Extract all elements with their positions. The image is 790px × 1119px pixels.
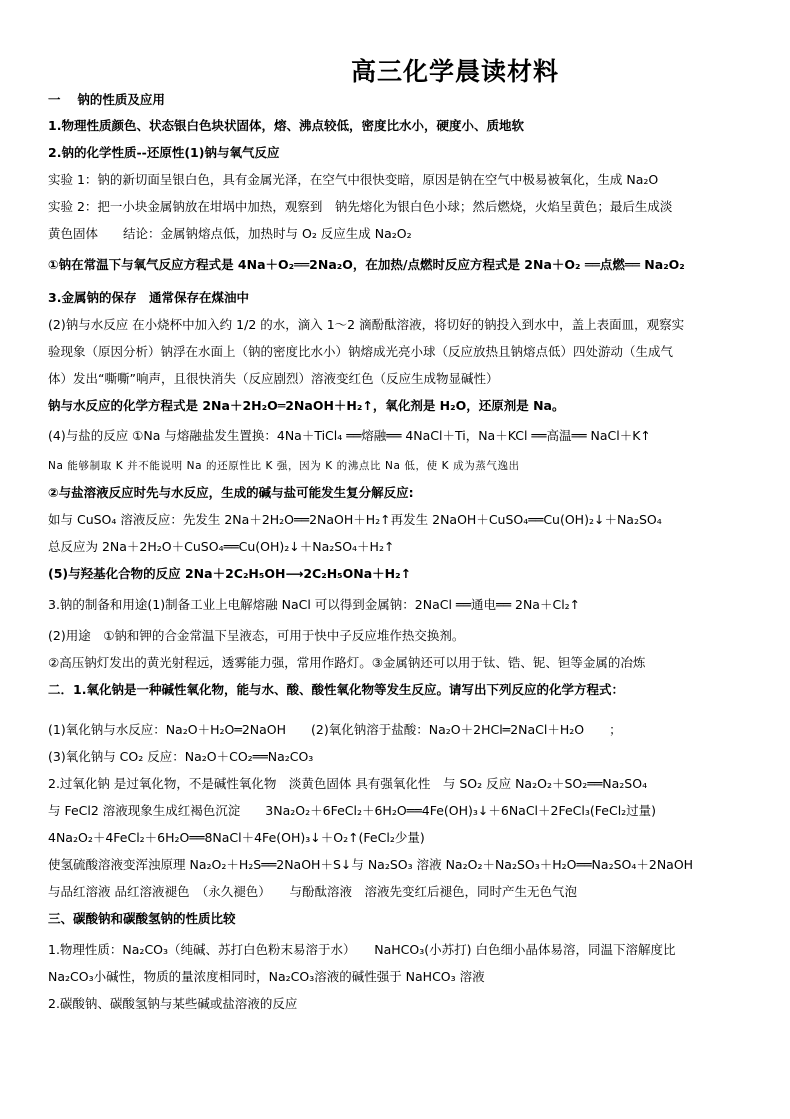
text-line: 3.金属钠的保存 通常保存在煤油中 bbox=[48, 290, 249, 305]
text-line: 2.碳酸钠、碳酸氢钠与某些碱或盐溶液的反应 bbox=[48, 996, 298, 1011]
text-line: 2.过氧化钠 是过氧化物，不是碱性氧化物 淡黄色固体 具有强氧化性 与 SO₂ 反应 Na₂O₂＋SO₂══Na₂SO₄ bbox=[48, 776, 648, 791]
text-line: 体）发出“嘶嘶”响声，且很快消失（反应剧烈）溶液变红色（反应生成物显碱性） bbox=[48, 371, 499, 386]
text-line: 验现象（原因分析）钠浮在水面上（钠的密度比水小）钠熔成光亮小球（反应放热且钠熔点低）四处游动（生成气 bbox=[48, 344, 674, 359]
text-line: 实验 1：钠的新切面呈银白色，具有金属光泽，在空气中很快变暗，原因是钠在空气中极易被氧化，生成 Na₂O bbox=[48, 172, 659, 187]
text-line: 使氢硫酸溶液变浑浊原理 Na₂O₂＋H₂S══2NaOH＋S↓与 Na₂SO₃ 溶液 Na₂O₂＋Na₂SO₃＋H₂O══Na₂SO₄＋2NaOH bbox=[48, 857, 694, 872]
text-line: ①钠在常温下与氧气反应方程式是 4Na＋O₂══2Na₂O，在加热/点燃时反应方程式是 2Na＋O₂ ══点燃══ Na₂O₂ bbox=[48, 257, 685, 272]
text-line: (5)与羟基化合物的反应 2Na＋2C₂H₅OH⟶2C₂H₅ONa＋H₂↑ bbox=[48, 566, 412, 581]
text-line: 与品红溶液 品红溶液褪色 （永久褪色） 与酚酞溶液 溶液先变红后褪色，同时产生无色气泡 bbox=[48, 884, 577, 899]
text-line: 黄色固体 结论：金属钠熔点低，加热时与 O₂ 反应生成 Na₂O₂ bbox=[48, 226, 412, 241]
text-line: 实验 2：把一小块金属钠放在坩埚中加热，观察到 钠先熔化为银白色小球；然后燃烧，火焰呈黄色；最后生成淡 bbox=[48, 199, 673, 214]
text-line: 1.物理性质颜色、状态银白色块状固体，熔、沸点较低，密度比水小，硬度小、质地软 bbox=[48, 118, 524, 133]
page-title: 高三化学晨读材料 bbox=[350, 57, 559, 86]
text-line: (1)氧化钠与水反应：Na₂O＋H₂O═2NaOH (2)氧化钠溶于盐酸：Na₂O＋2HCl═2NaCl＋H₂O ； bbox=[48, 722, 622, 737]
text-line: 三、碳酸钠和碳酸氢钠的性质比较 bbox=[48, 911, 236, 926]
text-line: 1.物理性质：Na₂CO₃（纯碱、苏打白色粉末易溶于水） NaHCO₃(小苏打) 白色细小晶体易溶，同温下溶解度比 bbox=[48, 942, 676, 957]
text-line: 钠与水反应的化学方程式是 2Na＋2H₂O═2NaOH＋H₂↑，氧化剂是 H₂O，还原剂是 Na。 bbox=[48, 398, 565, 413]
text-line: (4)与盐的反应 ①Na 与熔融盐发生置换：4Na＋TiCl₄ ══熔融══ 4NaCl＋Ti，Na＋KCl ══高温══ NaCl＋K↑ bbox=[48, 428, 651, 443]
text-line: ②与盐溶液反应时先与水反应，生成的碱与盐可能发生复分解反应: bbox=[48, 485, 414, 500]
text-line: 与 FeCl2 溶液现象生成红褐色沉淀 3Na₂O₂＋6FeCl₂＋6H₂O══4Fe(OH)₃↓＋6NaCl＋2FeCl₃(FeCl₂过量) bbox=[48, 803, 657, 818]
text-line: (3)氧化钠与 CO₂ 反应：Na₂O＋CO₂══Na₂CO₃ bbox=[48, 749, 314, 764]
text-line: 2.钠的化学性质--还原性(1)钠与氧气反应 bbox=[48, 145, 280, 160]
text-line: Na 能够制取 K 并不能说明 Na 的还原性比 K 强，因为 K 的沸点比 Na 低，使 K 成为蒸气逸出 bbox=[48, 460, 520, 472]
text-line: 4Na₂O₂＋4FeCl₂＋6H₂O══8NaCl＋4Fe(OH)₃↓＋O₂↑(FeCl₂少量) bbox=[48, 830, 425, 845]
text-line: (2)钠与水反应 在小烧杯中加入约 1/2 的水，滴入 1～2 滴酚酞溶液，将切好的钠投入到水中，盖上表面皿，观察实 bbox=[48, 317, 685, 332]
text-line: 总反应为 2Na＋2H₂O＋CuSO₄══Cu(OH)₂↓＋Na₂SO₄＋H₂↑ bbox=[48, 539, 395, 554]
text-line: 如与 CuSO₄ 溶液反应：先发生 2Na＋2H₂O══2NaOH＋H₂↑再发生 2NaOH＋CuSO₄══Cu(OH)₂↓＋Na₂SO₄ bbox=[48, 512, 662, 527]
text-line: ②高压钠灯发出的黄光射程远，透雾能力强，常用作路灯。③金属钠还可以用于钛、锆、铌、钽等金属的冶炼 bbox=[48, 655, 646, 670]
text-line: Na₂CO₃小碱性，物质的量浓度相同时，Na₂CO₃溶液的碱性强于 NaHCO₃ 溶液 bbox=[48, 969, 485, 984]
text-line: 二．1.氧化钠是一种碱性氧化物，能与水、酸、酸性氧化物等发生反应。请写出下列反应的化学方程式： bbox=[48, 682, 624, 697]
text-line: (2)用途 ①钠和钾的合金常温下呈液态，可用于快中子反应堆作热交换剂。 bbox=[48, 628, 465, 643]
text-line: 3.钠的制备和用途(1)制备工业上电解熔融 NaCl 可以得到金属钠：2NaCl ══通电══ 2Na＋Cl₂↑ bbox=[48, 597, 581, 612]
text-line: 一 钠的性质及应用 bbox=[48, 92, 165, 107]
